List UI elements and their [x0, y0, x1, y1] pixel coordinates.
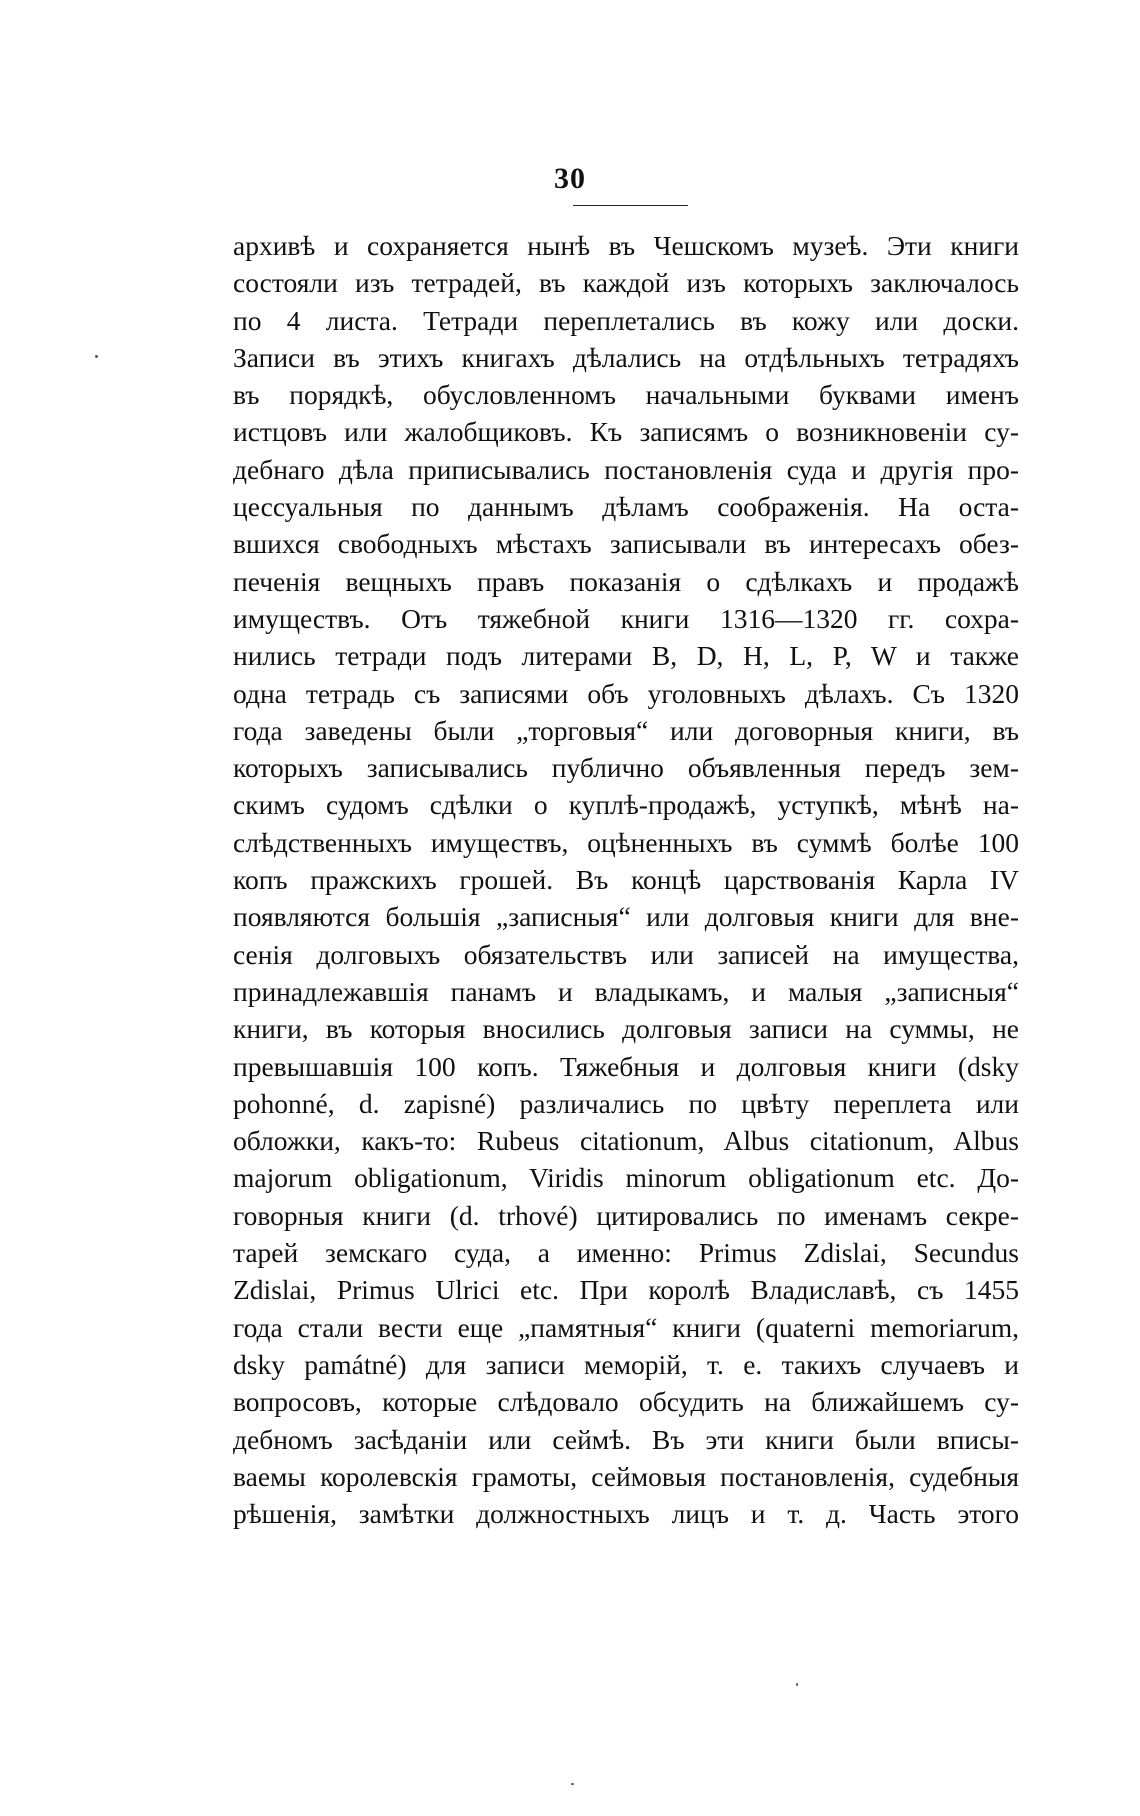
text-line: нились тетради подъ литерами B, D, H, L, P, W и также [233, 640, 1019, 672]
text-line: majorum obligationum, Viridis minorum obligationum etc. До- [233, 1162, 1019, 1194]
text-line: года заведены были „торговыя“ или договорныя книги, въ [233, 714, 1019, 746]
text-line: одна тетрадь съ записями объ уголовныхъ дѣлахъ. Съ 1320 [233, 677, 1019, 709]
text-line: по 4 листа. Тетради переплетались въ кожу или доски. [233, 304, 1019, 336]
text-line: Записи въ этихъ книгахъ дѣлались на отдѣльныхъ тетрадяхъ [233, 341, 1019, 373]
text-line: превышавшiя 100 копъ. Тяжебныя и долговыя книги (dsky [233, 1050, 1019, 1082]
text-line: dsky památné) для записи меморiй, т. е. такихъ случаевъ и [233, 1348, 1019, 1380]
text-line: истцовъ или жалобщиковъ. Къ записямъ о возникновенiи су- [233, 416, 1019, 448]
text-line: дебнаго дѣла приписывались постановленiя суда и другiя про- [233, 453, 1019, 485]
print-speck [571, 1783, 574, 1785]
text-line: ваемы королевскiя грамоты, сеймовыя постановленiя, судебныя [233, 1460, 1019, 1492]
print-speck [796, 1683, 798, 1686]
text-line: цессуальныя по даннымъ дѣламъ соображенiя. На оста- [233, 491, 1019, 523]
page-number: 30 [554, 162, 586, 195]
text-line: состояли изъ тетрадей, въ каждой изъ которыхъ заключалось [233, 267, 1019, 299]
text-line: рѣшенiя, замѣтки должностныхъ лицъ и т. д. Часть этого [233, 1498, 1019, 1530]
text-line: копъ пражскихъ грошей. Въ концѣ царствованiя Карла IV [233, 864, 1019, 896]
text-line: вшихся свободныхъ мѣстахъ записывали въ интересахъ обез- [233, 528, 1019, 560]
text-line: года стали вести еще „памятныя“ книги (quaterni memoriarum, [233, 1311, 1019, 1343]
text-line: архивѣ и сохраняется нынѣ въ Чешскомъ музеѣ. Эти книги [233, 230, 1019, 261]
text-line: дебномъ засѣданiи или сеймѣ. Въ эти книги были вписы- [233, 1423, 1019, 1455]
text-line: говорныя книги (d. trhové) цитировались по именамъ секре- [233, 1199, 1019, 1231]
text-line: книги, въ которыя вносились долговыя записи на суммы, не [233, 1013, 1019, 1045]
text-line: вопросовъ, которые слѣдовало обсудить на ближайшемъ су- [233, 1386, 1019, 1418]
text-line: которыхъ записывались публично объявленныя передъ зем- [233, 752, 1019, 784]
text-line: слѣдственныхъ имуществъ, оцѣненныхъ въ суммѣ болѣе 100 [233, 826, 1019, 858]
text-line: Zdislai, Primus Ulrici etc. При королѣ Владиславѣ, съ 1455 [233, 1274, 1019, 1306]
body-text [233, 227, 1019, 1532]
text-line: печенiя вещныхъ правъ показанiя о сдѣлкахъ и продажѣ [233, 565, 1019, 597]
text-line: появляются большiя „записныя“ или долговыя книги для вне- [233, 901, 1019, 933]
text-line: обложки, какъ-то: Rubeus citationum, Albus citationum, Albus [233, 1125, 1019, 1157]
text-line: скимъ судомъ сдѣлки о куплѣ-продажѣ, уступкѣ, мѣнѣ на- [233, 789, 1019, 821]
text-line: сенiя долговыхъ обязательствъ или записей на имущества, [233, 938, 1019, 970]
text-line: pohonné, d. zapisné) различались по цвѣту переплета или [233, 1087, 1019, 1119]
text-line: имуществъ. Отъ тяжебной книги 1316—1320 гг. сохра- [233, 602, 1019, 634]
text-line: въ порядкѣ, обусловленномъ начальными буквами именъ [233, 379, 1019, 411]
text-line: принадлежавшiя панамъ и владыкамъ, и малыя „записныя“ [233, 975, 1019, 1007]
text-line: тарей земскаго суда, а именно: Primus Zdislai, Secundus [233, 1237, 1019, 1269]
page-number-rule [573, 205, 688, 206]
print-speck [95, 355, 98, 358]
